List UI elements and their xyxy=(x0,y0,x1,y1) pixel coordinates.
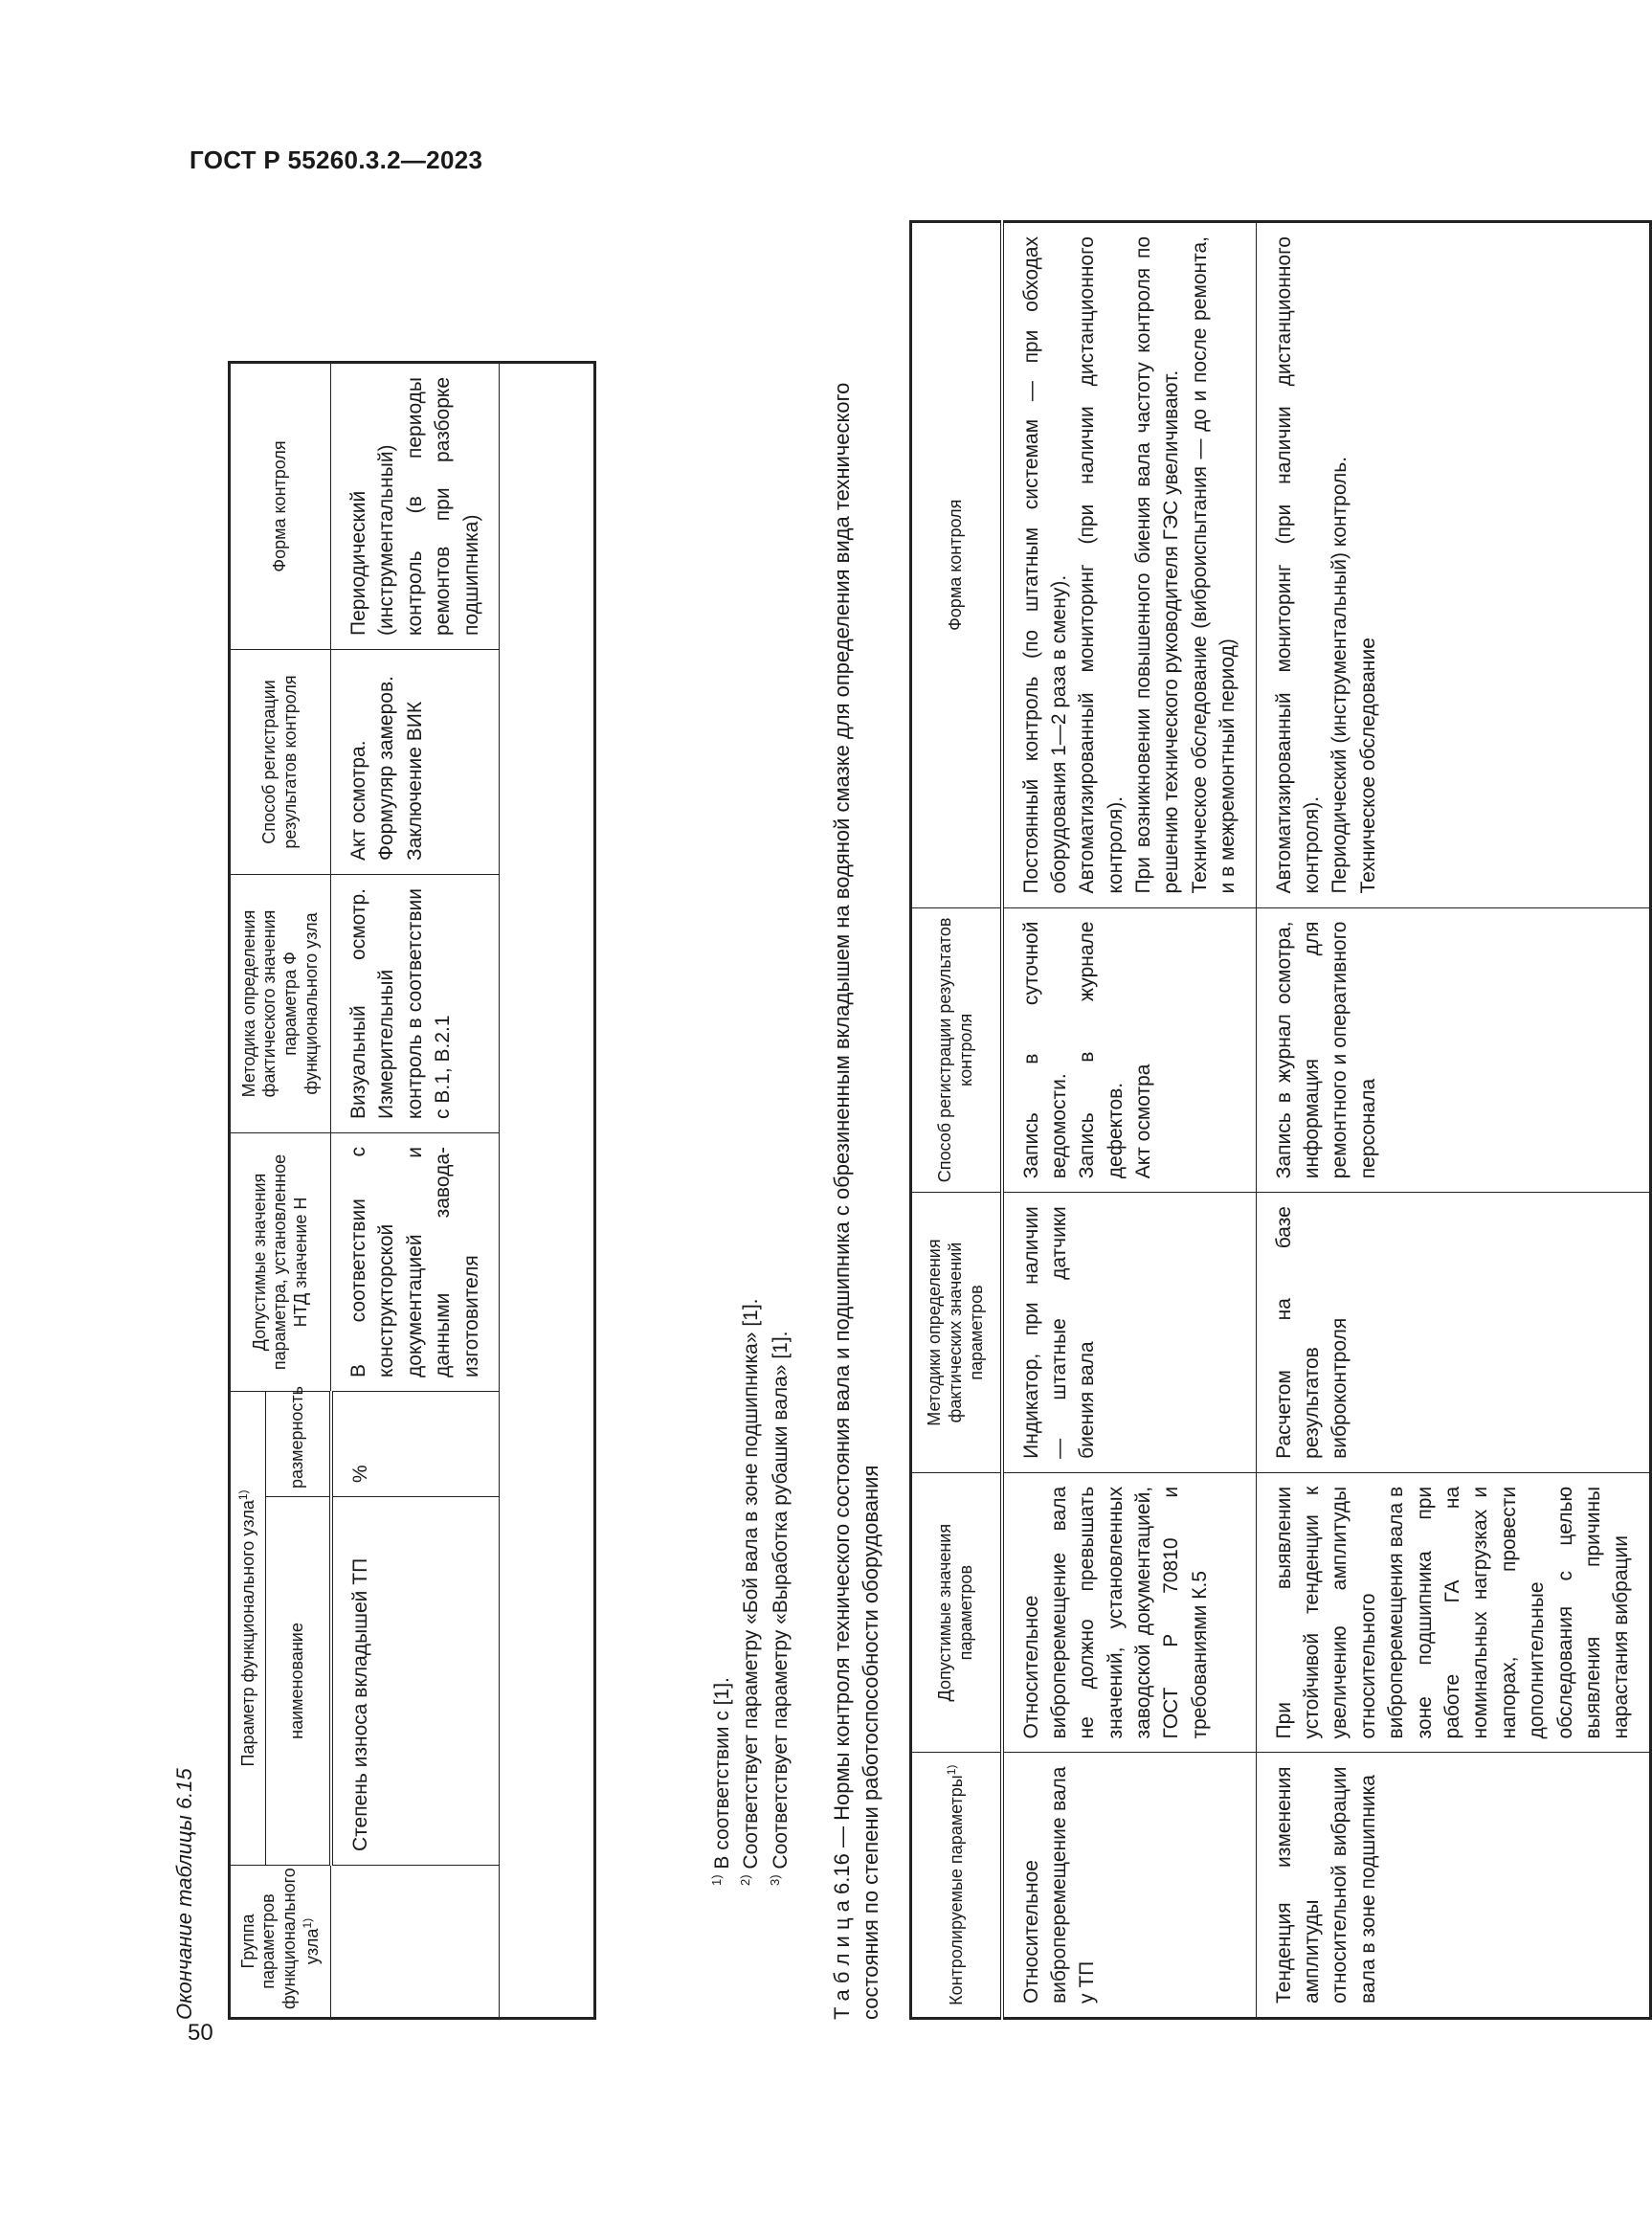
table-row xyxy=(331,362,500,2018)
cell-allowed: В соответствии с конструкторской документацией и данными завода-изготовителя xyxy=(331,1132,500,1391)
footnote-text: Соответствует параметру «Бой вала в зоне подшипника» [1]. xyxy=(740,1298,763,1870)
table-header-row xyxy=(911,222,1002,2019)
table-row xyxy=(1002,222,1257,2019)
cell-methods: Расчетом на базе результатов виброконтроля xyxy=(1256,1193,1650,1473)
cell-allowed: Относительное виброперемещение вала не должно превышать значений, установленных заводской документацией, ГОСТ Р 70810 и требованиями К.5 xyxy=(1002,1472,1257,1753)
footnote-3 xyxy=(767,1299,795,1887)
footnote-ref: 1) xyxy=(944,1764,958,1776)
table-6-16 xyxy=(909,220,1652,2020)
table-header-row xyxy=(230,362,266,2018)
table-footnote-row xyxy=(500,362,595,2018)
footnote-area xyxy=(500,362,595,2018)
cell-allowed: При выявлении устойчивой тенденции к увеличению амплитуды относительного виброперемещения вала в зоне подшипника при работе ГА на номинальных нагрузках и напорах, провести дополнительные обследования с целью выявления причины нарастания вибрации xyxy=(1256,1472,1650,1753)
caption-prefix: Т а б л и ц а xyxy=(830,1900,854,2020)
footnote-text: В соответствии с [1]. xyxy=(711,1677,733,1870)
cell-form: Автоматизированный мониторинг (при наличии дистанционного контроля). Периодический (инструментальный) контроль. Техническое обследование xyxy=(1256,222,1650,908)
footnote-number: 1) xyxy=(709,1874,724,1886)
page-number: 50 xyxy=(188,2020,213,2046)
table-6-15-end xyxy=(228,361,596,2020)
table-continuation-caption: Окончание таблицы 6.15 xyxy=(172,1768,196,2020)
rotated-page-content xyxy=(172,220,1633,2020)
cell-method: Визуальный осмотр. Измерительный контроль в соответствии с В.1, В.2.1 xyxy=(331,874,500,1132)
cell-registration: Акт осмотра. Формуляр замеров. Заключение ВИК xyxy=(331,649,500,874)
header-allowed: Допустимые значения параметра, установленное НТД значение Н xyxy=(230,1132,331,1391)
footnote-ref: 1) xyxy=(236,1489,250,1501)
table-6-16-caption xyxy=(828,373,884,2020)
footnote-2 xyxy=(737,1299,766,1887)
cell-registration: Запись в журнал осмотра, информация для ремонтного и оперативного персонала xyxy=(1256,907,1650,1193)
header-group xyxy=(230,1866,331,2019)
header-method: Методика определения фактического значения параметра Ф функционального узла xyxy=(230,874,331,1132)
cell-controlled: Относительное виброперемещение вала у ТП xyxy=(1002,1753,1257,2019)
footnote-text: Соответствует параметру «Выработка рубашки вала» [1]. xyxy=(769,1331,792,1870)
cell-form: Периодический (инструментальный) контроль (в периоды ремонтов при разборке подшипника) xyxy=(331,362,500,649)
cell-form: Постоянный контроль (по штатным системам — при обходах оборудования 1—2 раза в смену). Автоматизированный мониторинг (при наличии дистанционного контроля). При возникновении повышенного биения вала частоту контроля по решению технического руководителя ГЭС увеличивают. Техническое обследование (виброиспытания — до и после ремонта, и в межремонтный период) xyxy=(1002,222,1257,908)
header-name: наименование xyxy=(265,1497,331,1866)
header-param xyxy=(230,1391,266,1865)
cell-name: Степень износа вкладышей ТП xyxy=(331,1497,500,1866)
header-group-label: Группа параметров функционального узла xyxy=(237,1868,322,2009)
cell-registration: Запись в суточной ведомости. Запись в журнале дефектов. Акт осмотра xyxy=(1002,907,1257,1193)
footnote-ref: 1) xyxy=(300,1917,314,1929)
table-row xyxy=(1256,222,1650,2019)
header-allowed: Допустимые значения параметров xyxy=(911,1472,1002,1753)
header-form: Форма контроля xyxy=(230,362,331,649)
header-registration: Способ регистрации результатов контроля xyxy=(911,907,1002,1193)
header-controlled xyxy=(911,1753,1002,2019)
header-param-label: Параметр функционального узла xyxy=(238,1500,257,1767)
cell-methods: Индикатор, при наличии — штатные датчики биения вала xyxy=(1002,1193,1257,1473)
footnote-number: 3) xyxy=(767,1874,782,1886)
caption-text: 6.16 — Нормы контроля технического состояния вала и подшипника с обрезиненным вкладышем на водяной смазке для определения вида технического состояния по степени работоспособности оборудования xyxy=(830,382,882,2020)
header-form: Форма контроля xyxy=(911,222,1002,908)
footnote-1 xyxy=(708,1299,737,1887)
cell-unit: % xyxy=(331,1391,500,1496)
header-registration: Способ регистрации результатов контроля xyxy=(230,649,331,874)
header-unit: размерность xyxy=(265,1391,331,1496)
footnote-number: 2) xyxy=(738,1874,753,1886)
footnotes xyxy=(708,1299,795,1887)
document-header: ГОСТ Р 55260.3.2—2023 xyxy=(190,146,483,174)
cell-group xyxy=(331,1866,500,2019)
header-methods: Методики определения фактических значений параметров xyxy=(911,1193,1002,1473)
header-controlled-label: Контролируемые параметры xyxy=(946,1775,966,2005)
cell-controlled: Тенденция изменения амплитуды относительной вибрации вала в зоне подшипника xyxy=(1256,1753,1650,2019)
